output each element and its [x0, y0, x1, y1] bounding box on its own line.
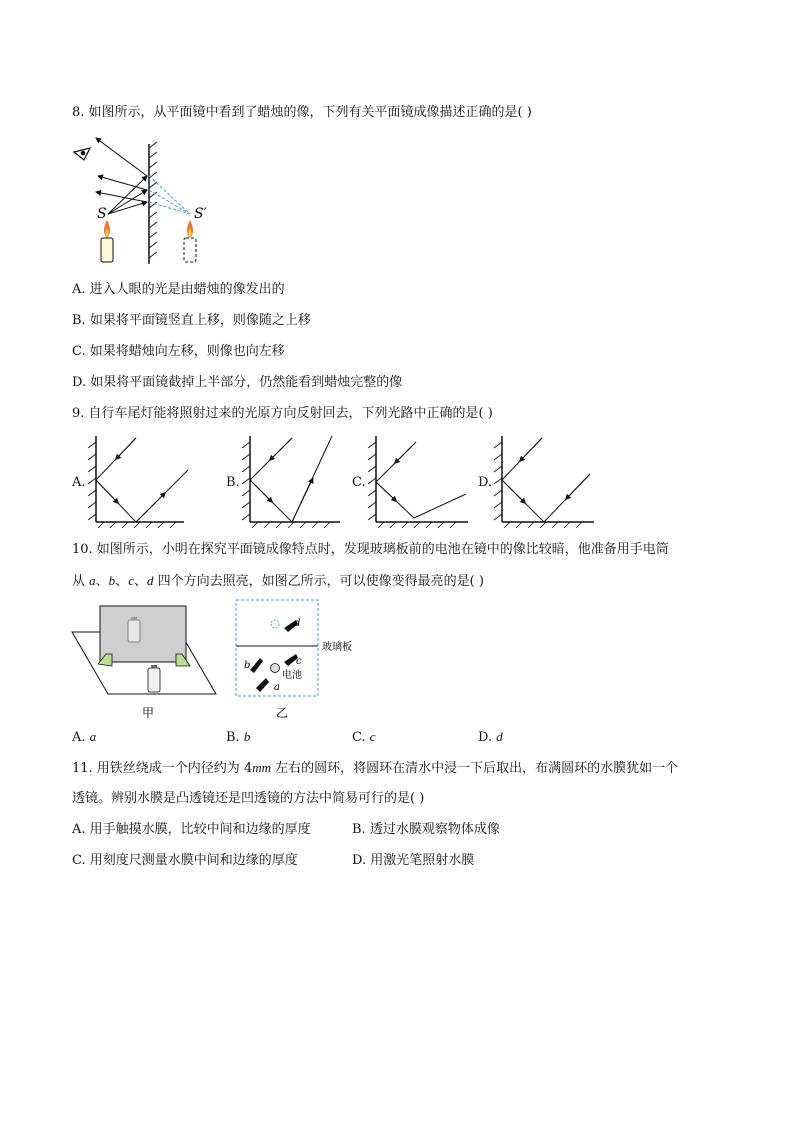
q9-label-d: D. — [478, 475, 493, 490]
q9-fig-c — [368, 436, 468, 528]
q9-label-b: B. — [226, 475, 240, 490]
q9-label-a: A. — [72, 475, 86, 490]
q11-option-b: B. 透过水膜观察物体成像 — [352, 822, 500, 837]
q9-figures — [84, 432, 604, 528]
fig-jia-label: 甲 — [142, 706, 155, 720]
s-prime-label: S′ — [194, 206, 207, 222]
q9-fig-d — [494, 436, 594, 528]
q10-stem-line1: 10. 如图所示，小明在探究平面镜成像特点时，发现玻璃板前的电池在镜中的像比较暗，他准备用手电筒 — [72, 542, 669, 557]
battery-image-icon — [128, 617, 140, 642]
q11-stem-line2: 透镜。辨别水膜是凸透镜还是凹透镜的方法中简易可行的是( ) — [72, 791, 425, 806]
q11-option-a: A. 用手触摸水膜，比较中间和边缘的厚度 — [72, 822, 311, 837]
q9-stem: 9. 自行车尾灯能将照射过来的光原方向反射回去，下列光路中正确的是( ) — [72, 406, 493, 421]
flashlight-b-icon — [250, 658, 263, 673]
q8-option-b: B. 如果将平面镜竖直上移，则像随之上移 — [72, 313, 311, 328]
q10-option-a: A. a — [72, 729, 97, 745]
q9-label-c: C. — [352, 475, 366, 490]
label-b: b — [244, 660, 251, 671]
q11-stem-line1: 11. 用铁丝绕成一个内径约为 4mm 左右的圆环，将圆环在清水中浸一下后取出，布满圆环的水膜犹如一个 — [72, 760, 679, 776]
q10-stem-line2: 从 a、b、c、d 四个方向去照亮，如图乙所示，可以使像变得最亮的是( ) — [72, 573, 484, 589]
label-d: d — [294, 618, 301, 629]
glass-label: 玻璃板 — [322, 642, 352, 653]
q8-option-c: C. 如果将蜡烛向左移，则像也向左移 — [72, 344, 285, 359]
label-a: a — [274, 682, 280, 693]
s-label: S — [97, 206, 107, 222]
q8-option-d: D. 如果将平面镜截掉上半部分，仍然能看到蜡烛完整的像 — [72, 375, 403, 390]
battery-icon — [148, 665, 160, 692]
label-c: c — [296, 656, 302, 667]
eye-icon — [74, 148, 90, 160]
q10-option-d: D. d — [478, 729, 503, 745]
candle-icon — [101, 220, 113, 262]
q11-option-d: D. 用激光笔照射水膜 — [352, 853, 475, 868]
q8-stem: 8. 如图所示，从平面镜中看到了蜡烛的像，下列有关平面镜成像描述正确的是( ) — [72, 105, 532, 120]
q8-figure — [70, 136, 230, 268]
q9-fig-a — [88, 436, 188, 528]
q10-figure-jia — [68, 598, 228, 722]
fig-yi-label: 乙 — [276, 706, 289, 720]
q10-figure-yi — [232, 596, 372, 722]
battery-label: 电池 — [282, 670, 302, 681]
q10-option-c: C. c — [352, 729, 376, 745]
q8-option-a: A. 进入人眼的光是由蜡烛的像发出的 — [72, 282, 285, 297]
q10-option-b: B. b — [226, 729, 251, 745]
flashlight-a-icon — [256, 678, 269, 692]
candle-image-icon — [184, 220, 196, 262]
q9-fig-b — [242, 436, 340, 528]
q11-option-c: C. 用刻度尺测量水膜中间和边缘的厚度 — [72, 853, 298, 868]
